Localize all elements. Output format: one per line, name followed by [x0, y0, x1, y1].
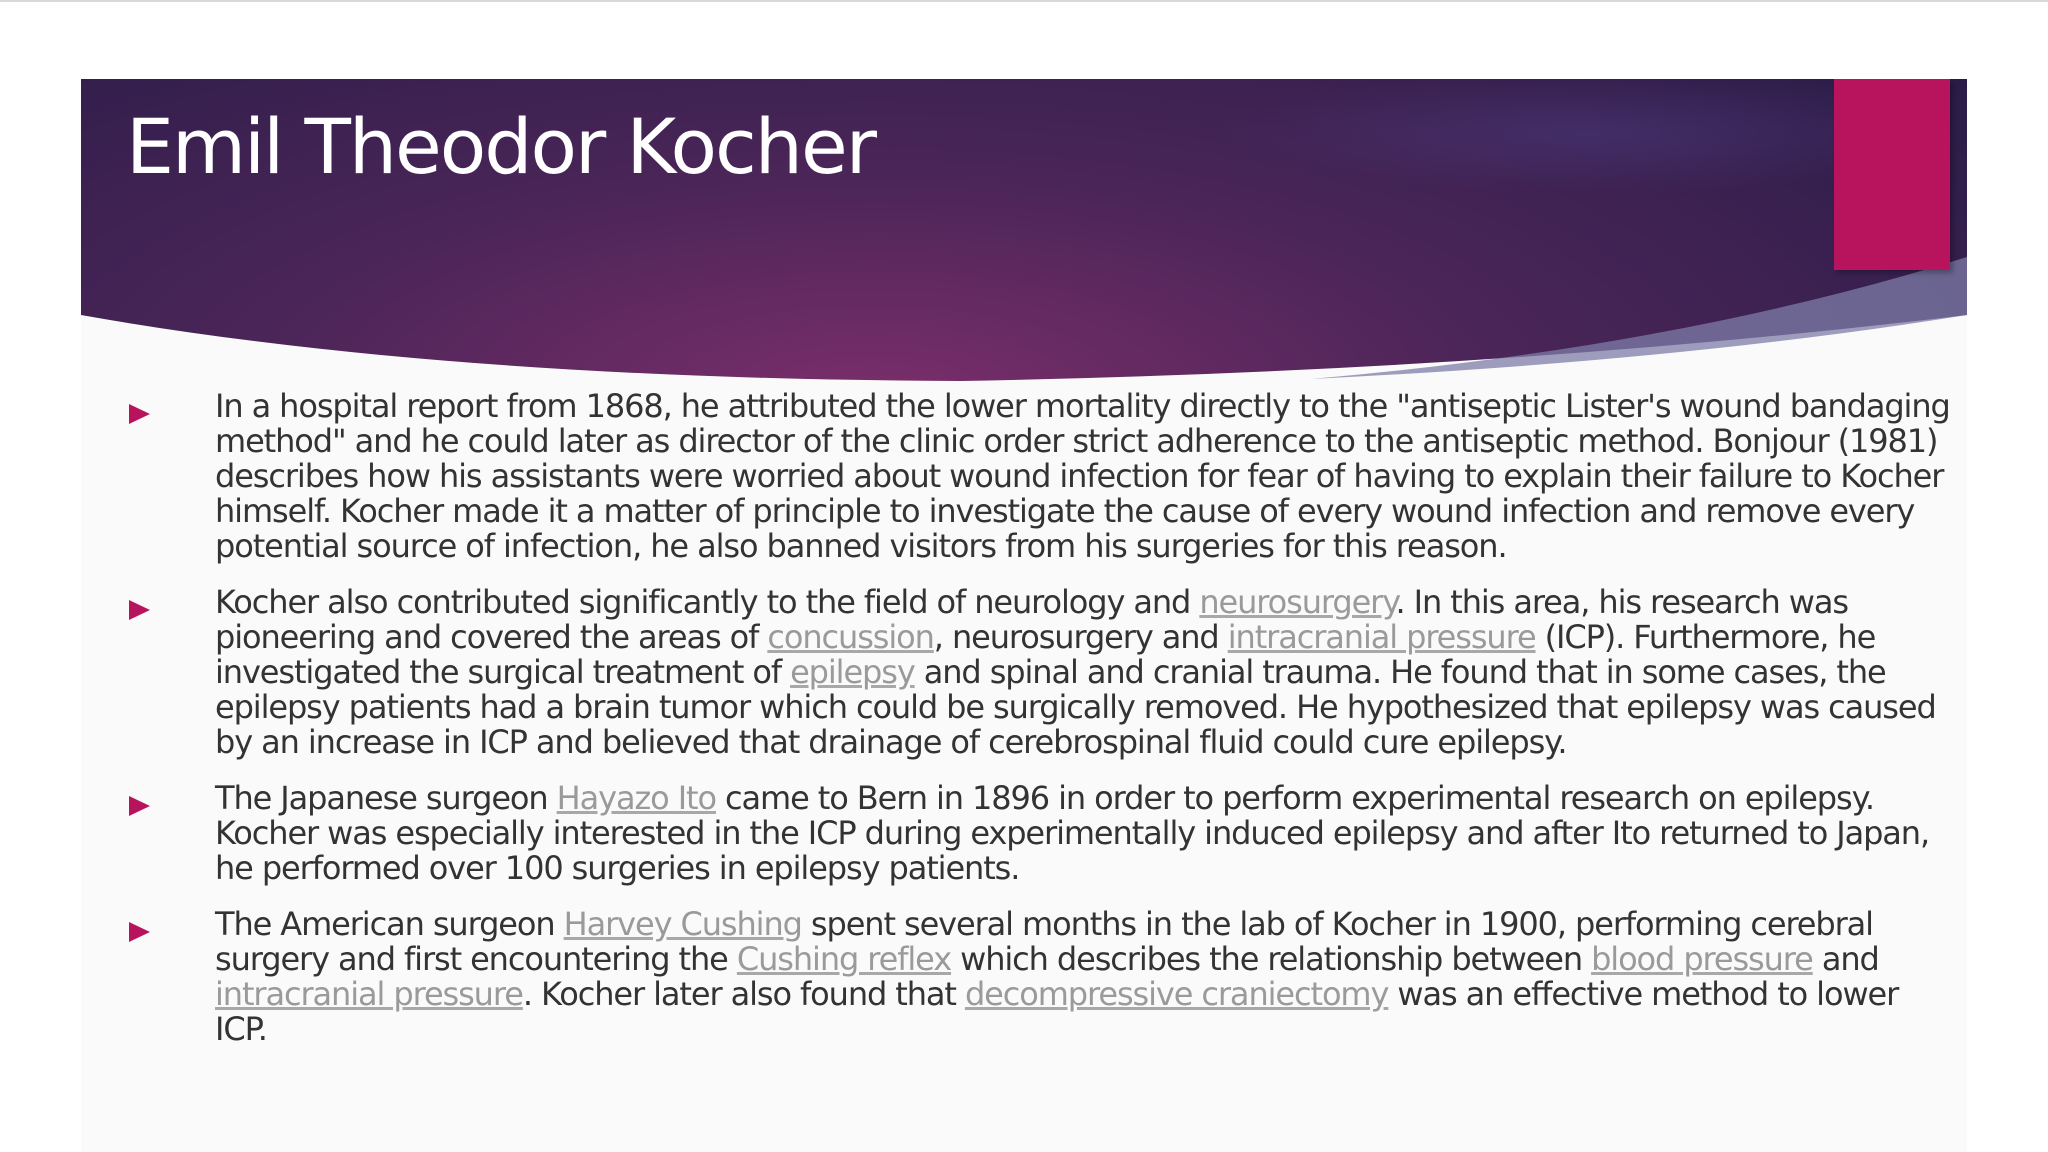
bullet-text: [215, 781, 1959, 886]
hyperlink[interactable]: decompressive craniectomy: [964, 975, 1389, 1013]
hyperlink[interactable]: intracranial pressure: [1227, 618, 1536, 656]
hyperlink[interactable]: intracranial pressure: [215, 975, 523, 1013]
hyperlink[interactable]: neurosurgery: [1199, 583, 1396, 621]
bullet-text: [215, 907, 1959, 1047]
bullet-item: [129, 907, 1959, 1047]
bullet-text: [215, 389, 1959, 564]
text-run: (ICP). Furthermore, he investigated the surgical treatment of: [215, 618, 1876, 691]
hyperlink[interactable]: blood pressure: [1591, 940, 1813, 978]
text-run: and spinal and cranial trauma. He found that in some cases, the epilepsy patients had a brain tumor which could be surgically removed. He hypothesized that epilepsy was caused by an increase in ICP and believed that drainage of cerebrospinal fluid could cure epilepsy.: [215, 653, 1936, 761]
triangle-right-icon: [129, 600, 150, 620]
text-run: was an effective method to lower ICP.: [215, 975, 1899, 1048]
triangle-right-icon: [129, 922, 150, 942]
text-run: In a hospital report from 1868, he attributed the lower mortality directly to the "antiseptic Lister's wound bandaging method" and he could later as director of the clinic order strict adherence to the antiseptic method. Bonjour (1981) describes how his assistants were worried about wound infection for fear of having to explain their failure to Kocher himself. Kocher made it a matter of principle to investigate the cause of every wound infection and remove every potential source of infection, he also banned visitors from his surgeries for this reason.: [215, 387, 1950, 565]
text-run: which describes the relationship between: [951, 940, 1592, 978]
text-run: , neurosurgery and: [933, 618, 1228, 656]
triangle-right-icon: [129, 796, 150, 816]
text-run: came to Bern in 1896 in order to perform experimental research on epilepsy. Kocher was especially interested in the ICP during experimentally induced epilepsy and after Ito returned to Japan, he performed over 100 surgeries in epilepsy patients.: [215, 779, 1930, 887]
bullet-item: [129, 389, 1959, 564]
hyperlink[interactable]: Harvey Cushing: [563, 905, 802, 943]
bullet-item: [129, 585, 1959, 760]
slide: [81, 79, 1967, 1152]
text-run: . Kocher later also found that: [522, 975, 965, 1013]
text-run: The Japanese surgeon: [215, 779, 557, 817]
text-run: . In this area, his research was pioneering and covered the areas of: [215, 583, 1848, 656]
hyperlink[interactable]: concussion: [767, 618, 934, 656]
bullet-item: [129, 781, 1959, 886]
slide-title: Emil Theodor Kocher: [126, 102, 875, 191]
triangle-right-icon: [129, 404, 150, 424]
hyperlink[interactable]: Cushing reflex: [736, 940, 952, 978]
hyperlink[interactable]: Hayazo Ito: [556, 779, 716, 817]
bullet-list: [129, 389, 1959, 1068]
accent-tab: [1834, 79, 1950, 270]
window-top-border: [0, 0, 2048, 2]
text-run: Kocher also contributed significantly to the field of neurology and: [215, 583, 1200, 621]
hyperlink[interactable]: epilepsy: [790, 653, 915, 691]
bullet-text: [215, 585, 1959, 760]
text-run: The American surgeon: [215, 905, 564, 943]
text-run: and: [1812, 940, 1879, 978]
text-run: spent several months in the lab of Kocher in 1900, performing cerebral surgery and first encountering the: [215, 905, 1873, 978]
